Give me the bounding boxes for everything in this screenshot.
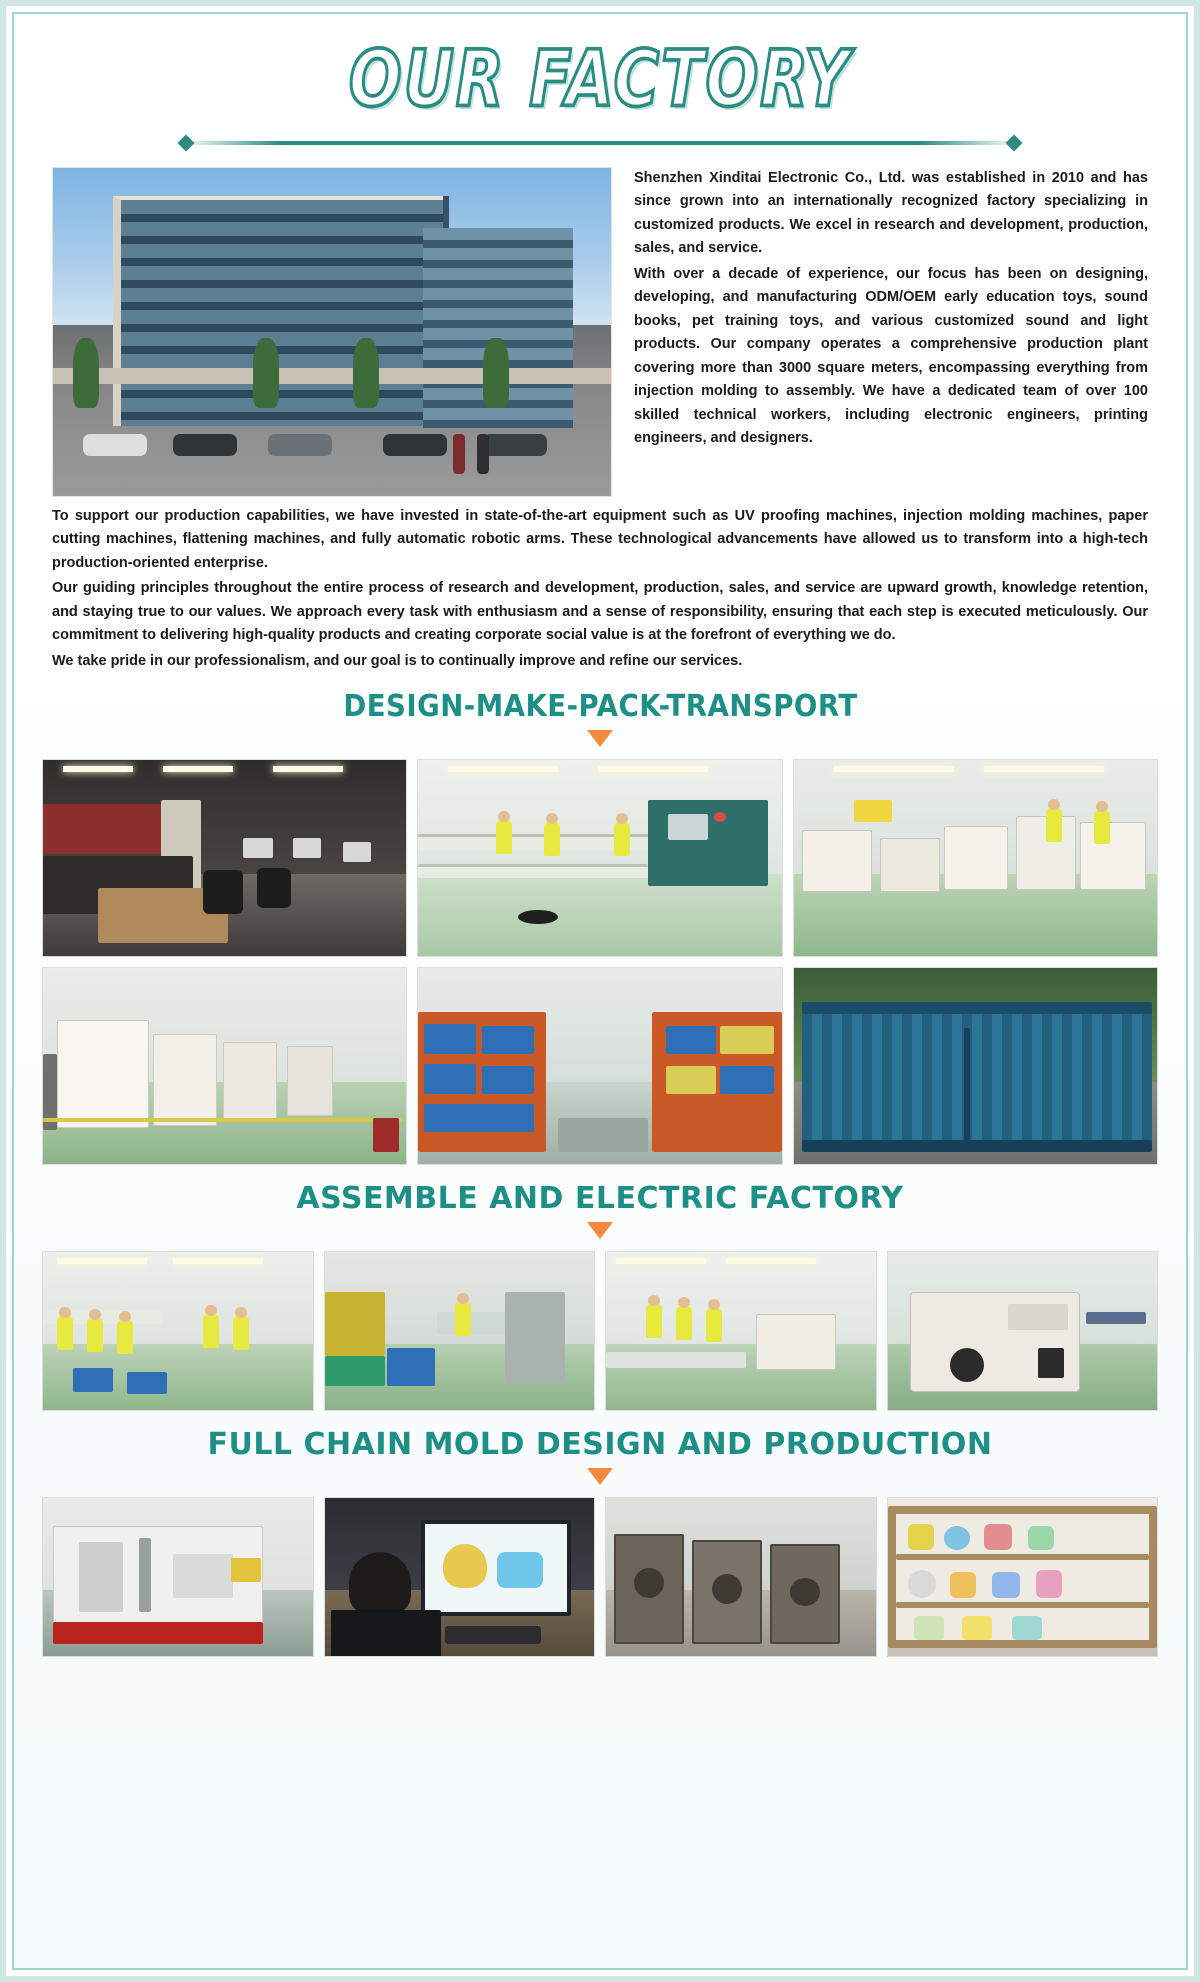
photo-ceiling-light <box>616 1258 706 1264</box>
photo-product-sample <box>1012 1616 1042 1640</box>
intro-paragraph-1: Shenzhen Xinditai Electronic Co., Ltd. was established in 2010 and has since grown into an internationally recognized factory specializing in customized products. We excel in research and development, production, sales, and service. <box>634 170 1148 257</box>
photo-car <box>483 434 547 456</box>
photo-worker <box>117 1320 133 1354</box>
photo-workbench <box>418 864 648 878</box>
photo-blue-bin <box>73 1368 113 1392</box>
section-heading-text: DESIGN-MAKE-PACK-TRANSPORT <box>342 689 858 725</box>
photo-worker <box>455 1302 471 1336</box>
photo-fire-extinguisher <box>373 1118 399 1152</box>
photo-yellow-bin <box>666 1066 716 1094</box>
photo-yellow-bin <box>720 1026 774 1054</box>
photo-tree <box>483 338 509 408</box>
photo-worker <box>706 1308 722 1342</box>
photo-hopper <box>173 1554 233 1598</box>
photo-carton-stack <box>1080 822 1146 890</box>
photo-table-edge <box>1086 1312 1146 1324</box>
photo-ceiling-light <box>598 766 708 772</box>
photo-wall <box>43 1252 313 1344</box>
photo-product-sample <box>914 1616 944 1640</box>
photo-shipping-container-loading <box>793 967 1158 1165</box>
photo-injection-molding-machine <box>42 1497 314 1657</box>
photo-worker <box>646 1304 662 1338</box>
photo-product-sample <box>962 1616 992 1640</box>
photo-floor-marking <box>43 1118 403 1122</box>
photo-product-sample <box>908 1524 934 1550</box>
photo-ceiling-light <box>57 1258 147 1264</box>
page-title-block <box>14 14 1186 145</box>
photo-warehouse-shelving-blue-bins <box>417 967 782 1165</box>
photo-container-top-rail <box>802 1002 1152 1014</box>
photo-wrapped-pallet <box>153 1034 217 1126</box>
photo-wrapped-pallet <box>223 1042 277 1122</box>
photo-carton <box>756 1314 836 1370</box>
photo-container-bottom-rail <box>802 1140 1152 1152</box>
photo-steel-mold-storage-racks <box>605 1497 877 1657</box>
photo-green-crate <box>325 1356 385 1386</box>
photo-worker <box>57 1316 73 1350</box>
photo-shelf <box>896 1602 1150 1608</box>
photo-assembly-benches-crates <box>324 1251 596 1411</box>
section-heading-assemble-and-electric-factory <box>14 1181 1186 1239</box>
photo-worker <box>544 822 560 856</box>
photo-product-sample <box>950 1572 976 1598</box>
photo-container-door-seam <box>964 1028 970 1140</box>
body-paragraph-3: To support our production capabilities, we have invested in state-of-the-art equipment such as UV proofing machines, injection molding machines, paper cutting machines, flattening machines, and fully automatic robotic arms. These technological advancements have allowed us to transform into a high-tech production-oriented enterprise. <box>52 508 1148 571</box>
photo-worker <box>496 820 512 854</box>
photo-warehouse-stacked-pallets <box>42 967 407 1165</box>
photo-person <box>477 434 489 474</box>
photo-assembly-line-workers <box>42 1251 314 1411</box>
photo-clamping-unit <box>79 1542 123 1612</box>
photo-ceiling-light <box>163 766 233 772</box>
photo-worker <box>1046 808 1062 842</box>
photo-shelf <box>896 1554 1150 1560</box>
photo-blue-bin <box>127 1372 167 1394</box>
photo-product-sample <box>908 1570 936 1598</box>
photo-monitor <box>293 838 321 858</box>
photo-warning-panel <box>231 1558 261 1582</box>
photo-tie-bar <box>139 1538 151 1612</box>
photo-control-panel <box>668 814 708 840</box>
title-divider <box>180 141 1020 145</box>
photo-packaging-line-cartons <box>793 759 1158 957</box>
photo-car <box>173 434 237 456</box>
photo-blue-bin <box>666 1026 716 1054</box>
photo-blue-bin <box>424 1104 534 1132</box>
photo-monitor <box>343 842 371 862</box>
photo-yellow-crate <box>325 1292 385 1356</box>
photo-machine-base <box>53 1622 263 1644</box>
photo-worker <box>203 1314 219 1348</box>
photo-blue-bin <box>424 1064 476 1094</box>
section-heading-design-make-pack-transport <box>14 689 1186 747</box>
photo-ceiling-light <box>273 766 343 772</box>
photo-tree <box>253 338 279 408</box>
photo-office-chair <box>257 868 291 908</box>
photo-grid-assembly <box>42 1251 1158 1411</box>
photo-ceiling-light <box>448 766 558 772</box>
page-inner-frame <box>12 12 1188 1970</box>
photo-ceiling-light <box>63 766 133 772</box>
photo-3d-model <box>443 1544 487 1588</box>
photo-grid-mold <box>42 1497 1158 1657</box>
photo-carton-stack <box>944 826 1008 890</box>
photo-worker <box>87 1318 103 1352</box>
section-arrow-icon <box>587 1468 613 1485</box>
office-building-photo <box>52 167 612 497</box>
photo-office-chair <box>203 870 243 914</box>
photo-car <box>383 434 447 456</box>
photo-perimeter-wall <box>53 368 611 384</box>
photo-ceiling-light <box>834 766 954 772</box>
photo-green-floor <box>418 874 781 956</box>
section-heading-full-chain-mold-design-and-production <box>14 1427 1186 1485</box>
photo-blue-bin <box>482 1026 534 1054</box>
intro-paragraph-2: With over a decade of experience, our focus has been on designing, developing, and manufacturing ODM/OEM early education toys, sound books, pet training toys, and various customized sound and light products. Our company operates a comprehensive production plant covering more than 3000 square meters, encompassing everything from injection molding to assembly. We have a dedicated team of over 100 skilled technical workers, including electronic engineers, printing engineers, and designers. <box>634 265 1148 447</box>
photo-keyboard <box>445 1626 541 1644</box>
photo-carton-stack <box>802 830 872 892</box>
photo-carton-stack <box>880 838 940 892</box>
photo-blue-crate <box>387 1348 435 1386</box>
photo-tree <box>73 338 99 408</box>
photo-blue-bin <box>424 1024 476 1054</box>
body-paragraph-5: We take pride in our professionalism, and our goal is to continually improve and refine our services. <box>52 652 743 669</box>
photo-person-head <box>349 1552 411 1614</box>
photo-person <box>453 434 465 474</box>
photo-salt-spray-test-chamber <box>887 1251 1159 1411</box>
photo-electronics-assembly-room <box>605 1251 877 1411</box>
photo-yellow-panel <box>854 800 892 822</box>
photo-production-workshop-benches <box>417 759 782 957</box>
photo-bench <box>606 1352 746 1368</box>
body-text <box>52 505 1148 673</box>
intro-block <box>52 167 1148 497</box>
photo-equipment <box>505 1292 565 1382</box>
photo-car <box>83 434 147 456</box>
photo-tree <box>353 338 379 408</box>
photo-machine-cabinet <box>648 800 768 886</box>
photo-ceiling-light <box>173 1258 263 1264</box>
body-paragraph-4: Our guiding principles throughout the entire process of research and development, production, sales, and service are upward growth, knowledge retention, and staying true to our values. We approach every task with enthusiasm and a sense of responsibility, ensuring that each step is executed meticulously. Our commitment to delivering high-quality products and creating corporate social value is at the forefront of everything we do. <box>52 580 1148 644</box>
section-heading-text: FULL CHAIN MOLD DESIGN AND PRODUCTION <box>207 1427 993 1463</box>
page-title: OUR FACTORY <box>348 32 852 125</box>
photo-product-sample <box>984 1524 1012 1550</box>
photo-monitor <box>243 838 273 858</box>
photo-container-corrugation <box>802 1002 1152 1152</box>
photo-product-sample-display-shelves <box>887 1497 1159 1657</box>
photo-blue-bin <box>482 1066 534 1094</box>
photo-person-body <box>331 1610 441 1657</box>
photo-product-sample <box>1028 1526 1054 1550</box>
photo-car <box>268 434 332 456</box>
photo-worker <box>676 1306 692 1340</box>
photo-worker <box>1094 810 1110 844</box>
photo-open-plan-office-workstations <box>42 759 407 957</box>
photo-3d-model <box>497 1552 543 1588</box>
photo-chamber-port <box>950 1348 984 1382</box>
photo-product-sample <box>1036 1570 1062 1598</box>
photo-bench <box>437 1312 507 1334</box>
photo-wrapped-pallet <box>287 1046 333 1116</box>
section-arrow-icon <box>587 730 613 747</box>
photo-wrapped-pallet <box>57 1020 149 1128</box>
section-heading-text: ASSEMBLE AND ELECTRIC FACTORY <box>296 1181 904 1217</box>
photo-ceiling-light <box>726 1258 816 1264</box>
photo-worker <box>233 1316 249 1350</box>
photo-chamber-vent <box>1038 1348 1064 1378</box>
photo-product-sample <box>992 1572 1020 1598</box>
photo-blue-bin <box>720 1066 774 1094</box>
photo-grid-production <box>42 759 1158 1165</box>
photo-workbench <box>418 834 668 850</box>
photo-aisle <box>558 1118 648 1152</box>
photo-red-partition <box>43 804 163 854</box>
photo-worker <box>614 822 630 856</box>
photo-product-sample <box>944 1526 970 1550</box>
photo-designer-at-3d-cad-workstation <box>324 1497 596 1657</box>
photo-chamber-control-panel <box>1008 1304 1068 1330</box>
photo-ceiling-light <box>984 766 1104 772</box>
section-arrow-icon <box>587 1222 613 1239</box>
